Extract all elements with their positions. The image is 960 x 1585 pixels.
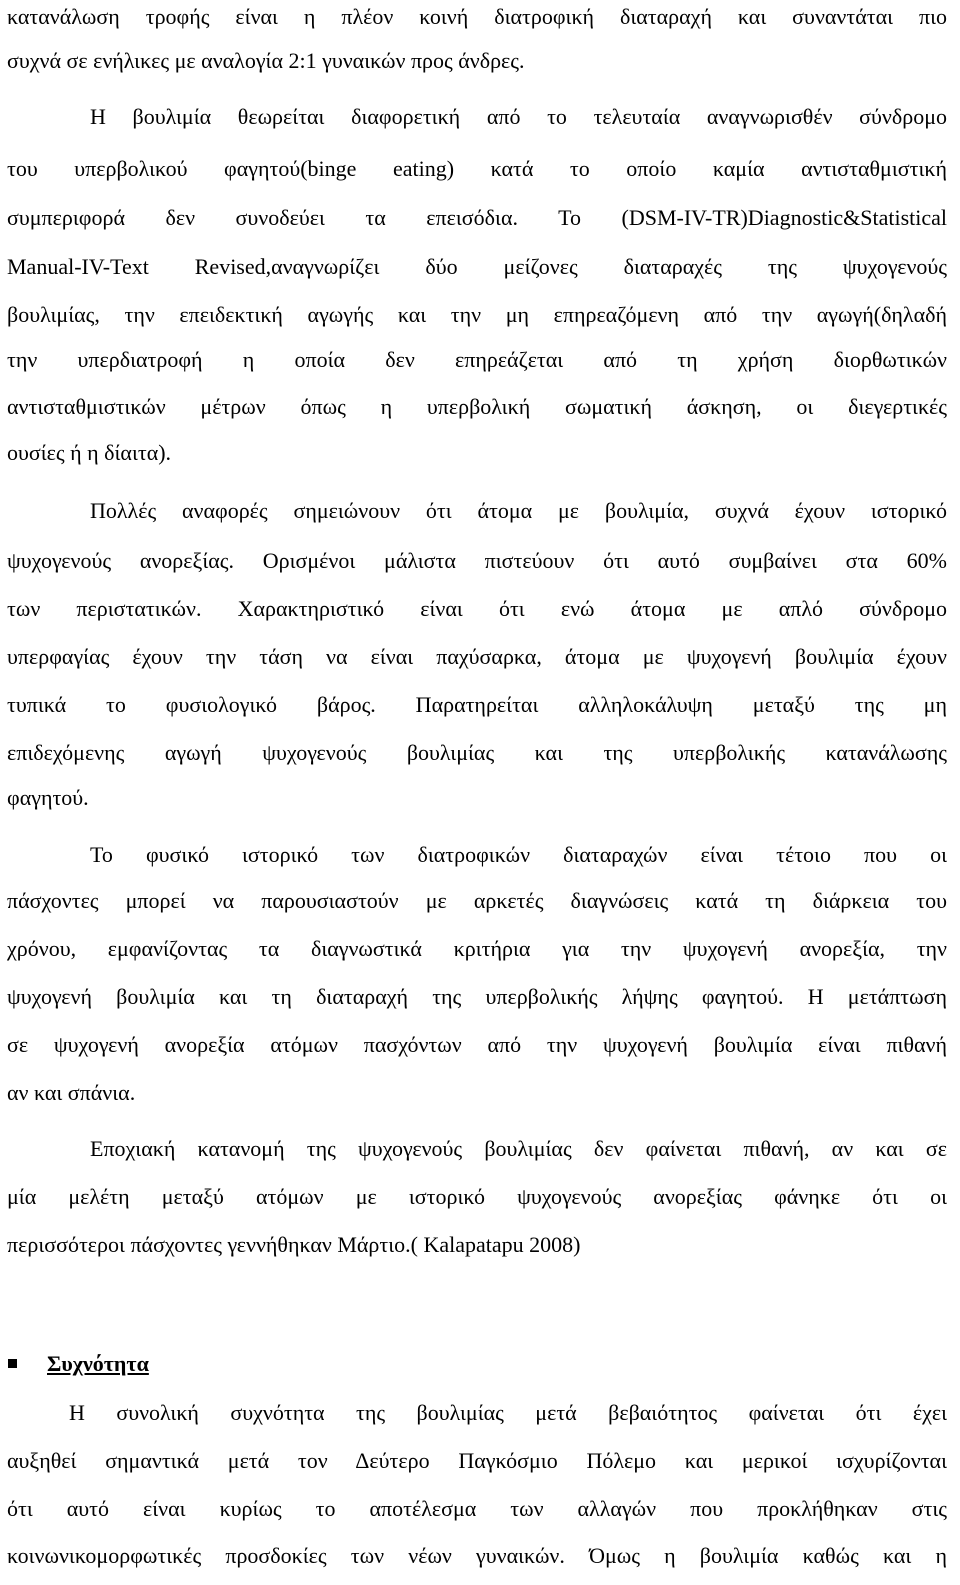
text-line: χρόνου, εμφανίζοντας τα διαγνωστικά κριτήρια για την ψυχογενή ανορεξία, την: [7, 936, 947, 961]
text-line: ψυχογενή βουλιμία και τη διαταραχή της υπερβολικής λήψης φαγητού. Η μετάπτωση: [7, 984, 947, 1009]
text-line: αντισταθμιστικών μέτρων όπως η υπερβολική σωματική άσκηση, οι διεγερτικές: [7, 394, 947, 419]
text-line: μία μελέτη μεταξύ ατόμων με ιστορικό ψυχογενούς ανορεξίας φάνηκε ότι οι: [7, 1184, 947, 1209]
text-line: συμπεριφορά δεν συνοδεύει τα επεισόδια. Το (DSM-IV-TR)Diagnostic&Statistical: [7, 205, 947, 230]
text-line: Εποχιακή κατανομή της ψυχογενούς βουλιμίας δεν φαίνεται πιθανή, αν και σε: [90, 1136, 947, 1161]
text-line: Το φυσικό ιστορικό των διατροφικών διαταραχών είναι τέτοιο που οι: [90, 842, 947, 867]
text-line: ουσίες ή η δίαιτα).: [7, 440, 172, 465]
text-line: φαγητού.: [7, 785, 89, 810]
text-line: Η συνολική συχνότητα της βουλιμίας μετά βεβαιότητος φαίνεται ότι έχει: [69, 1400, 947, 1425]
text-line: συχνά σε ενήλικες με αναλογία 2:1 γυναικών προς άνδρες.: [7, 48, 525, 73]
text-line: Πολλές αναφορές σημειώνουν ότι άτομα με βουλιμία, συχνά έχουν ιστορικό: [90, 498, 947, 523]
text-line: επιδεχόμενης αγωγή ψυχογενούς βουλιμίας και της υπερβολικής κατανάλωσης: [7, 740, 947, 765]
text-line: κατανάλωση τροφής είναι η πλέον κοινή διατροφική διαταραχή και συναντάται πιο: [7, 4, 947, 29]
text-line: αυξηθεί σημαντικά μετά τον Δεύτερο Παγκόσμιο Πόλεμο και μερικοί ισχυρίζονται: [7, 1448, 947, 1473]
text-line: Manual-IV-Text Revised,αναγνωρίζει δύο μείζονες διαταραχές της ψυχογενούς: [7, 254, 947, 279]
text-line: βουλιμίας, την επειδεκτική αγωγής και την μη επηρεαζόμενη από την αγωγή(δηλαδή: [7, 302, 947, 327]
text-line: κοινωνικομορφωτικές προσδοκίες των νέων γυναικών. Όμως η βουλιμία καθώς και η: [7, 1543, 947, 1568]
text-line: των περιστατικών. Χαρακτηριστικό είναι ότι ενώ άτομα με απλό σύνδρομο: [7, 596, 947, 621]
text-line: αν και σπάνια.: [7, 1080, 136, 1105]
text-line: ότι αυτό είναι κυρίως το αποτέλεσμα των αλλαγών που προκλήθηκαν στις: [7, 1496, 947, 1521]
section-heading: Συχνότητα: [47, 1351, 149, 1376]
text-line: του υπερβολικού φαγητού(binge eating) κατά το οποίο καμία αντισταθμιστική: [7, 156, 947, 181]
text-line: περισσότεροι πάσχοντες γεννήθηκαν Μάρτιο.( Kalapatapu 2008): [7, 1232, 581, 1257]
text-line: τυπικά το φυσιολογικό βάρος. Παρατηρείται αλληλοκάλυψη μεταξύ της μη: [7, 692, 947, 717]
text-line: πάσχοντες μπορεί να παρουσιαστούν με αρκετές διαγνώσεις κατά τη διάρκεια του: [7, 888, 947, 913]
text-line: υπερφαγίας έχουν την τάση να είναι παχύσαρκα, άτομα με ψυχογενή βουλιμία έχουν: [7, 644, 947, 669]
section-heading-row: [7, 1349, 149, 1379]
text-line: Η βουλιμία θεωρείται διαφορετική από το τελευταία αναγνωρισθέν σύνδρομο: [90, 104, 947, 129]
square-bullet-icon: [8, 1359, 17, 1368]
text-line: ψυχογενούς ανορεξίας. Ορισμένοι μάλιστα πιστεύουν ότι αυτό συμβαίνει στα 60%: [7, 548, 947, 573]
text-line: σε ψυχογενή ανορεξία ατόμων πασχόντων από την ψυχογενή βουλιμία είναι πιθανή: [7, 1032, 947, 1057]
text-line: την υπερδιατροφή η οποία δεν επηρεάζεται από τη χρήση διορθωτικών: [7, 347, 947, 372]
